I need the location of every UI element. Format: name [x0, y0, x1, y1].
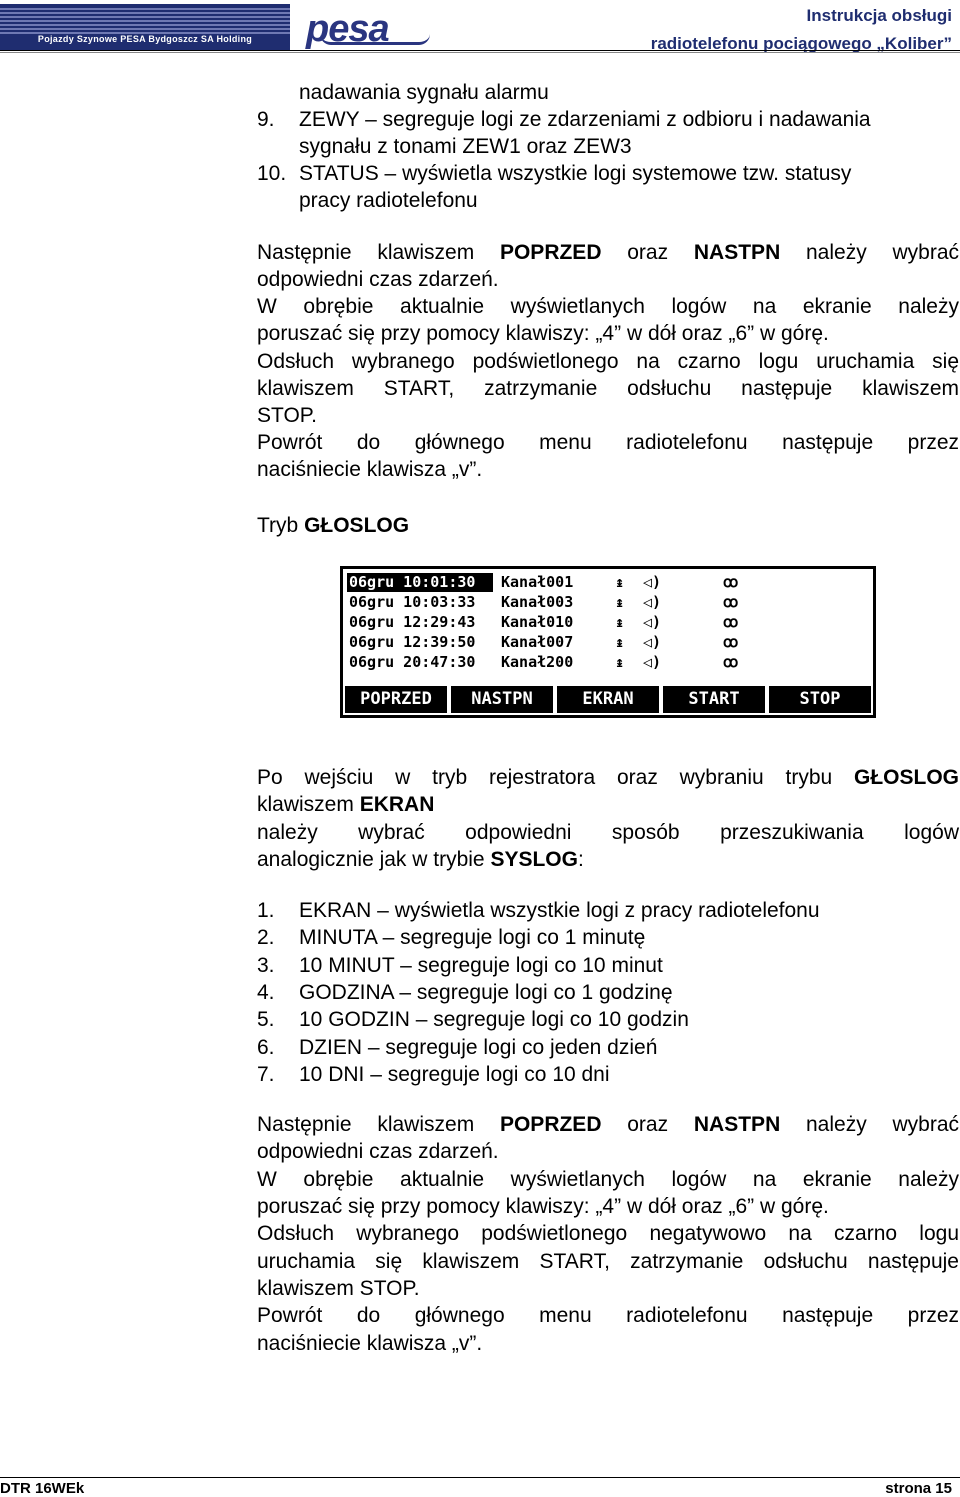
speaker-icon: ◁) — [643, 613, 662, 631]
paragraph-line: Odsłuch wybranego podświetlonego na czarno logu uruchamia się — [257, 350, 959, 373]
paragraph-line: poruszać się przy pomocy klawiszy: „4” w dół oraz „6” w górę. — [257, 1195, 829, 1218]
page-number: strona 15 — [885, 1480, 952, 1497]
list-item-text: EKRAN – wyświetla wszystkie logi z pracy radiotelefonu — [299, 899, 820, 922]
log-datetime: 06gru 20:47:30 — [349, 653, 476, 671]
direction-icon: ↨ — [615, 573, 625, 591]
logo-arc — [320, 34, 430, 45]
paragraph-line: Następnie klawiszem POPRZED oraz NASTPN należy wybrać — [257, 1113, 959, 1136]
stop-key[interactable]: STOP — [769, 686, 871, 713]
company-tagline: Pojazdy Szynowe PESA Bydgoszcz SA Holding — [37, 34, 253, 44]
log-tail-icon: ꝏ — [723, 633, 741, 651]
list-item-text: MINUTA – segreguje logi co 1 minutę — [299, 926, 646, 949]
pesa-logo — [300, 4, 440, 48]
direction-icon: ↨ — [615, 593, 625, 611]
list-number: 6. — [257, 1036, 275, 1059]
log-datetime: 06gru 12:39:50 — [349, 633, 476, 651]
paragraph-line: naciśniecie klawisza „v”. — [257, 1332, 483, 1355]
paragraph-line: Po wejściu w tryb rejestratora oraz wybraniu trybu GŁOSLOG — [257, 766, 959, 789]
list-item-text: ZEWY – segreguje logi ze zdarzeniami z odbioru i nadawania — [299, 108, 871, 131]
log-tail-icon: ꝏ — [723, 653, 741, 671]
list-number: 3. — [257, 954, 275, 977]
title-line-1: Instrukcja obsługi — [806, 6, 952, 25]
screen-display — [343, 569, 873, 715]
log-channel: Kanał010 — [501, 613, 574, 631]
function-key-bar — [345, 686, 871, 713]
paragraph-line: W obrębie aktualnie wyświetlanych logów na ekranie należy — [257, 295, 959, 318]
start-key[interactable]: START — [663, 686, 765, 713]
log-channel: Kanał007 — [501, 633, 574, 651]
list-item-text: 10 MINUT – segreguje logi co 10 minut — [299, 954, 663, 977]
list-number: 1. — [257, 899, 275, 922]
log-channel: Kanał200 — [501, 653, 574, 671]
list-item-text: 10 DNI – segreguje logi co 10 dni — [299, 1063, 610, 1086]
log-datetime: 06gru 10:03:33 — [349, 593, 476, 611]
log-datetime: 06gru 10:01:30 — [347, 573, 493, 592]
paragraph-line: W obrębie aktualnie wyświetlanych logów na ekranie należy — [257, 1168, 959, 1191]
log-channel: Kanał003 — [501, 593, 574, 611]
list-item-text: pracy radiotelefonu — [299, 189, 478, 212]
paragraph-line: naciśniecie klawisza „v”. — [257, 458, 483, 481]
title-line-2: radiotelefonu pociągowego „Koliber” — [650, 34, 952, 53]
log-tail-icon: ꝏ — [723, 613, 741, 631]
paragraph-line: Odsłuch wybranego podświetlonego negatywowo na czarno logu — [257, 1222, 959, 1245]
mode-heading: Tryb GŁOSLOG — [257, 514, 410, 537]
paragraph-line: uruchamia się klawiszem START, zatrzymanie odsłuchu następuje — [257, 1250, 959, 1273]
list-number: 9. — [257, 108, 275, 131]
speaker-icon: ◁) — [643, 573, 662, 591]
logo-text: pesa — [306, 8, 389, 50]
paragraph-line: Powrót do głównego menu radiotelefonu następuje przez — [257, 1304, 959, 1327]
document-code: DTR 16WEk — [0, 1480, 85, 1497]
nastpn-key[interactable]: NASTPN — [451, 686, 553, 713]
header-rule — [0, 50, 960, 51]
poprzed-key[interactable]: POPRZED — [345, 686, 447, 713]
list-number: 4. — [257, 981, 275, 1004]
paragraph-line: analogicznie jak w trybie SYSLOG: — [257, 848, 584, 871]
paragraph-line: Następnie klawiszem POPRZED oraz NASTPN należy wybrać — [257, 241, 959, 264]
speaker-icon: ◁) — [643, 653, 662, 671]
direction-icon: ↨ — [615, 633, 625, 651]
speaker-icon: ◁) — [643, 593, 662, 611]
direction-icon: ↨ — [615, 653, 625, 671]
log-channel: Kanał001 — [501, 573, 574, 591]
list-continuation: nadawania sygnału alarmu — [299, 81, 549, 104]
header-rule-thin — [0, 52, 960, 53]
paragraph-line: klawiszem EKRAN — [257, 793, 435, 816]
speaker-icon: ◁) — [643, 633, 662, 651]
list-number: 2. — [257, 926, 275, 949]
list-item-text: sygnału z tonami ZEW1 oraz ZEW3 — [299, 135, 632, 158]
list-item-text: DZIEN – segreguje logi co jeden dzień — [299, 1036, 658, 1059]
list-item-text: GODZINA – segreguje logi co 1 godzinę — [299, 981, 673, 1004]
list-number: 10. — [257, 162, 287, 185]
paragraph-line: klawiszem STOP. — [257, 1277, 420, 1300]
paragraph-line: Powrót do głównego menu radiotelefonu następuje przez — [257, 431, 959, 454]
log-tail-icon: ꝏ — [723, 573, 741, 591]
banner-stripes — [0, 8, 290, 34]
list-number: 5. — [257, 1008, 275, 1031]
paragraph-line: odpowiedni czas zdarzeń. — [257, 268, 499, 291]
log-tail-icon: ꝏ — [723, 593, 741, 611]
direction-icon: ↨ — [615, 613, 625, 631]
device-screen — [340, 566, 876, 718]
list-number: 7. — [257, 1063, 275, 1086]
paragraph-line: poruszać się przy pomocy klawiszy: „4” w dół oraz „6” w górę. — [257, 322, 829, 345]
list-item-text: STATUS – wyświetla wszystkie logi systemowe tzw. statusy — [299, 162, 852, 185]
paragraph-line: należy wybrać odpowiedni sposób przeszukiwania logów — [257, 821, 959, 844]
ekran-key[interactable]: EKRAN — [557, 686, 659, 713]
footer-rule — [0, 1477, 960, 1478]
company-banner — [0, 4, 290, 50]
paragraph-line: odpowiedni czas zdarzeń. — [257, 1140, 499, 1163]
log-datetime: 06gru 12:29:43 — [349, 613, 476, 631]
paragraph-line: klawiszem START, zatrzymanie odsłuchu następuje klawiszem — [257, 377, 959, 400]
list-item-text: 10 GODZIN – segreguje logi co 10 godzin — [299, 1008, 689, 1031]
paragraph-line: STOP. — [257, 404, 317, 427]
